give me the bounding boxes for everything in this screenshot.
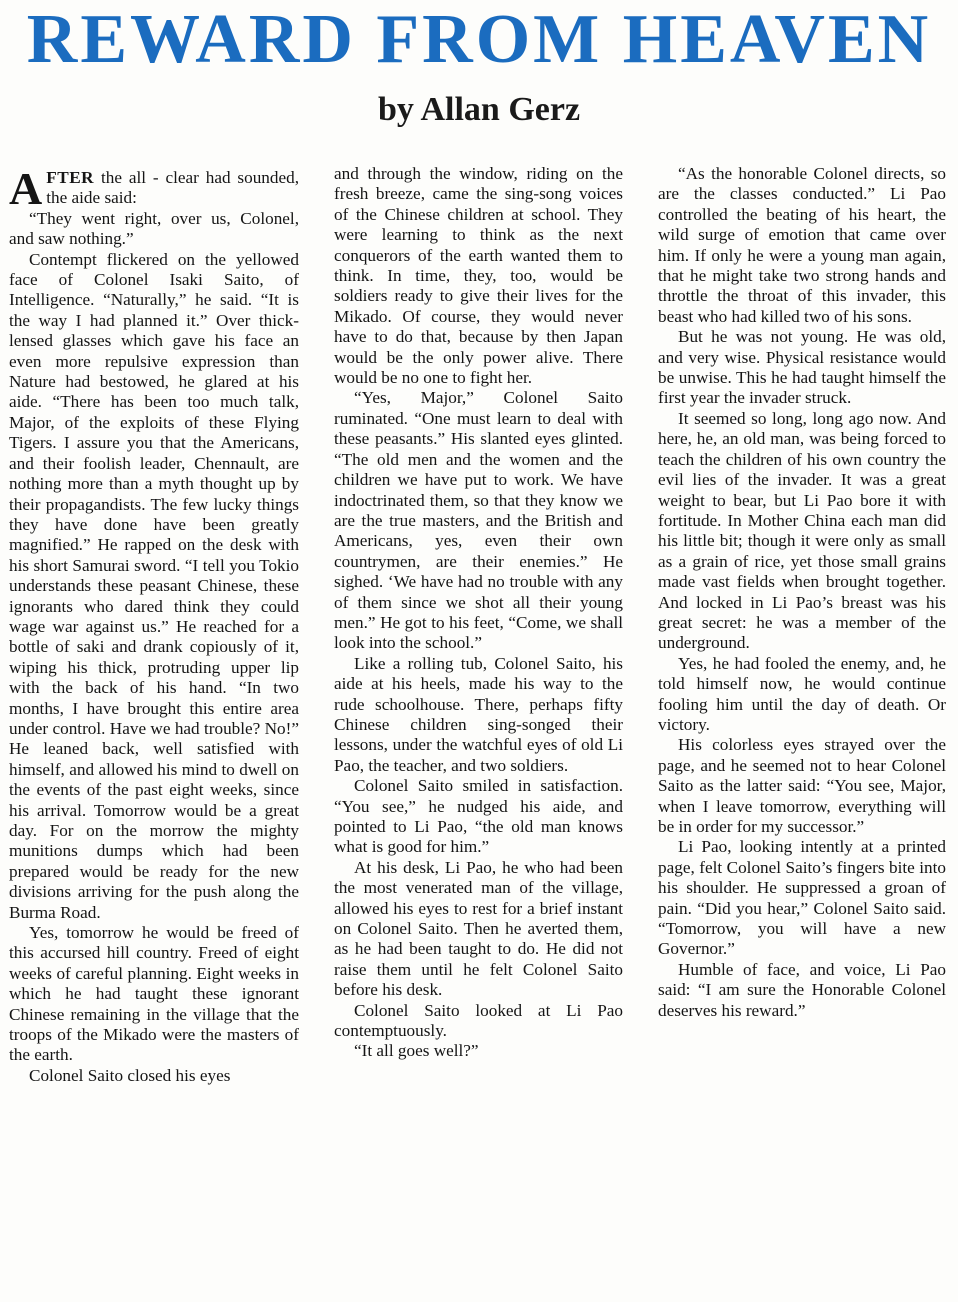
paragraph: At his desk, Li Pao, he who had been the most venerated man of the village, allowed his eyes to rest for a brief instant on Colonel Saito. Then he averted them, as he had been taught to do. He did not raise them until he felt Colonel Saito before his desk.	[334, 857, 623, 1000]
paragraph	[9, 163, 299, 214]
paragraph: It seemed so long, long ago now. And here, he, an old man, was being forced to teach the children of his own country the evil lies of the invader. It was a great weight to bear, but Li Pao bore it with fortitude. In Mother China each man did his little bit; though it were only as small as a grain of rice, yet those small grains made vast fields when brought together. And locked in Li Pao’s breast was his great secret: he was a member of the underground.	[658, 408, 946, 653]
paragraph: His colorless eyes strayed over the page, and he seemed not to hear Colonel Saito as the latter said: “You see, Major, when I leave tomorrow, everything will be in order for my successor.”	[658, 735, 946, 836]
paragraph: Yes, he had fooled the enemy, and, he told himself now, he would continue fooling him until the day of death. Or victory.	[658, 653, 946, 734]
paragraph-continued: and through the window, riding on the fresh breeze, came the sing-song voices of the Chinese children at school. They were learning to think as the next conquerors of the earth wanted them to think. In time, they, too, would be soldiers ready to give their lives for the Mikado. Of course, they would never have to do that, because by then Japan would be the only power alive. There would be no one to fight her.	[334, 164, 623, 388]
paragraph-text: the all - clear had sounded, the aide said:	[46, 168, 299, 208]
paragraph: Colonel Saito looked at Li Pao contemptuously.	[334, 1000, 623, 1041]
author-byline: by Allan Gerz	[377, 91, 581, 128]
paragraph: Yes, tomorrow he would be freed of this accursed hill country. Freed of eight weeks of careful planning. Eight weeks in which he had taught these ignorant Chinese remaining in the village that the troops of the Mikado were the masters of the earth.	[9, 923, 299, 1065]
paragraph: Like a rolling tub, Colonel Saito, his aide at his heels, made his way to the rude schoolhouse. There, perhaps fifty Chinese children sing-songed their lessons, under the watchful eyes of old Li Pao, the teacher, and two soldiers.	[334, 653, 623, 775]
drop-cap: A	[9, 163, 43, 214]
story-title: REWARD FROM HEAVEN	[26, 1, 932, 78]
paragraph: “As the honorable Colonel directs, so are the classes conducted.” Li Pao controlled the beating of his heart, the wild surge of emotion that came over him. If only he were a young man again, that he might take two strong hands and throttle the throat of this invader, this beast who had killed two of his sons.	[658, 164, 946, 326]
text-column-3	[658, 164, 946, 1021]
text-column-2	[334, 164, 623, 1062]
paragraph: “Yes, Major,” Colonel Saito ruminated. “One must learn to deal with these peasants.” His slanted eyes glinted. “The old men and the women and the children we have put to work. We have indoctrinated them, so that they know we are the true masters, and the British and Americans, yes, even their own countrymen, are their enemies.” He sighed. ‘We have had no trouble with any of them since we shot all their young men.” He got to his feet, “Come, we shall look into the school.”	[334, 388, 623, 653]
paragraph: Humble of face, and voice, Li Pao said: “I am sure the Honorable Colonel deserves his reward.”	[658, 959, 946, 1020]
paragraph: Li Pao, looking intently at a printed page, felt Colonel Saito’s fingers bite into his shoulder. He suppressed a groan of pain. “Did you hear,” Colonel Saito said. “Tomorrow, you will have a new Governor.”	[658, 837, 946, 959]
text-column-1	[9, 163, 299, 1086]
paragraph: “It all goes well?”	[354, 1041, 479, 1061]
paragraph: “They went right, over us, Colonel, and saw nothing.”	[9, 208, 299, 249]
paragraph: Contempt flickered on the yellowed face of Colonel Isaki Saito, of Intelligence. “Naturally,” he said. “It is the way I had planned it.” Over thick-lensed glasses which gave his face an even more repulsive expression than Nature had bestowed, he glared at his aide. “There has been too much talk, Major, of the exploits of these Flying Tigers. I assure you that the Americans, and their foolish leader, Chennault, are nothing more than a myth thought up by their propagandists. The few lucky things they have done have been greatly magnified.” He rapped on the desk with his short Samurai sword. “I tell you Tokio understands these peasant Chinese, these ignorants who dared think they could wage war against us.” He reached for a bottle of saki and drank copiously of it, wiping his thick, protruding upper lip with the back of his hand. “In two months, I have brought this entire area under control. Have we had trouble? No!” He leaned back, well satisfied with himself, and allowed his mind to dwell on the events of the past eight weeks, since his arrival. Tomorrow would be a great day. For on the morrow the mighty munitions dumps which had been prepared would be ready for the new divisions arriving for the push along the Burma Road.	[9, 249, 299, 922]
paragraph: Colonel Saito closed his eyes	[29, 1065, 231, 1085]
paragraph: Colonel Saito smiled in satisfaction. “You see,” he nudged his aide, and pointed to Li Pao, “the old man knows what is good for him.”	[334, 776, 623, 857]
paragraph: But he was not young. He was old, and very wise. Physical resistance would be unwise. This he had taught himself the first year the invader struck.	[658, 327, 946, 408]
lead-in-word: FTER	[46, 168, 95, 187]
